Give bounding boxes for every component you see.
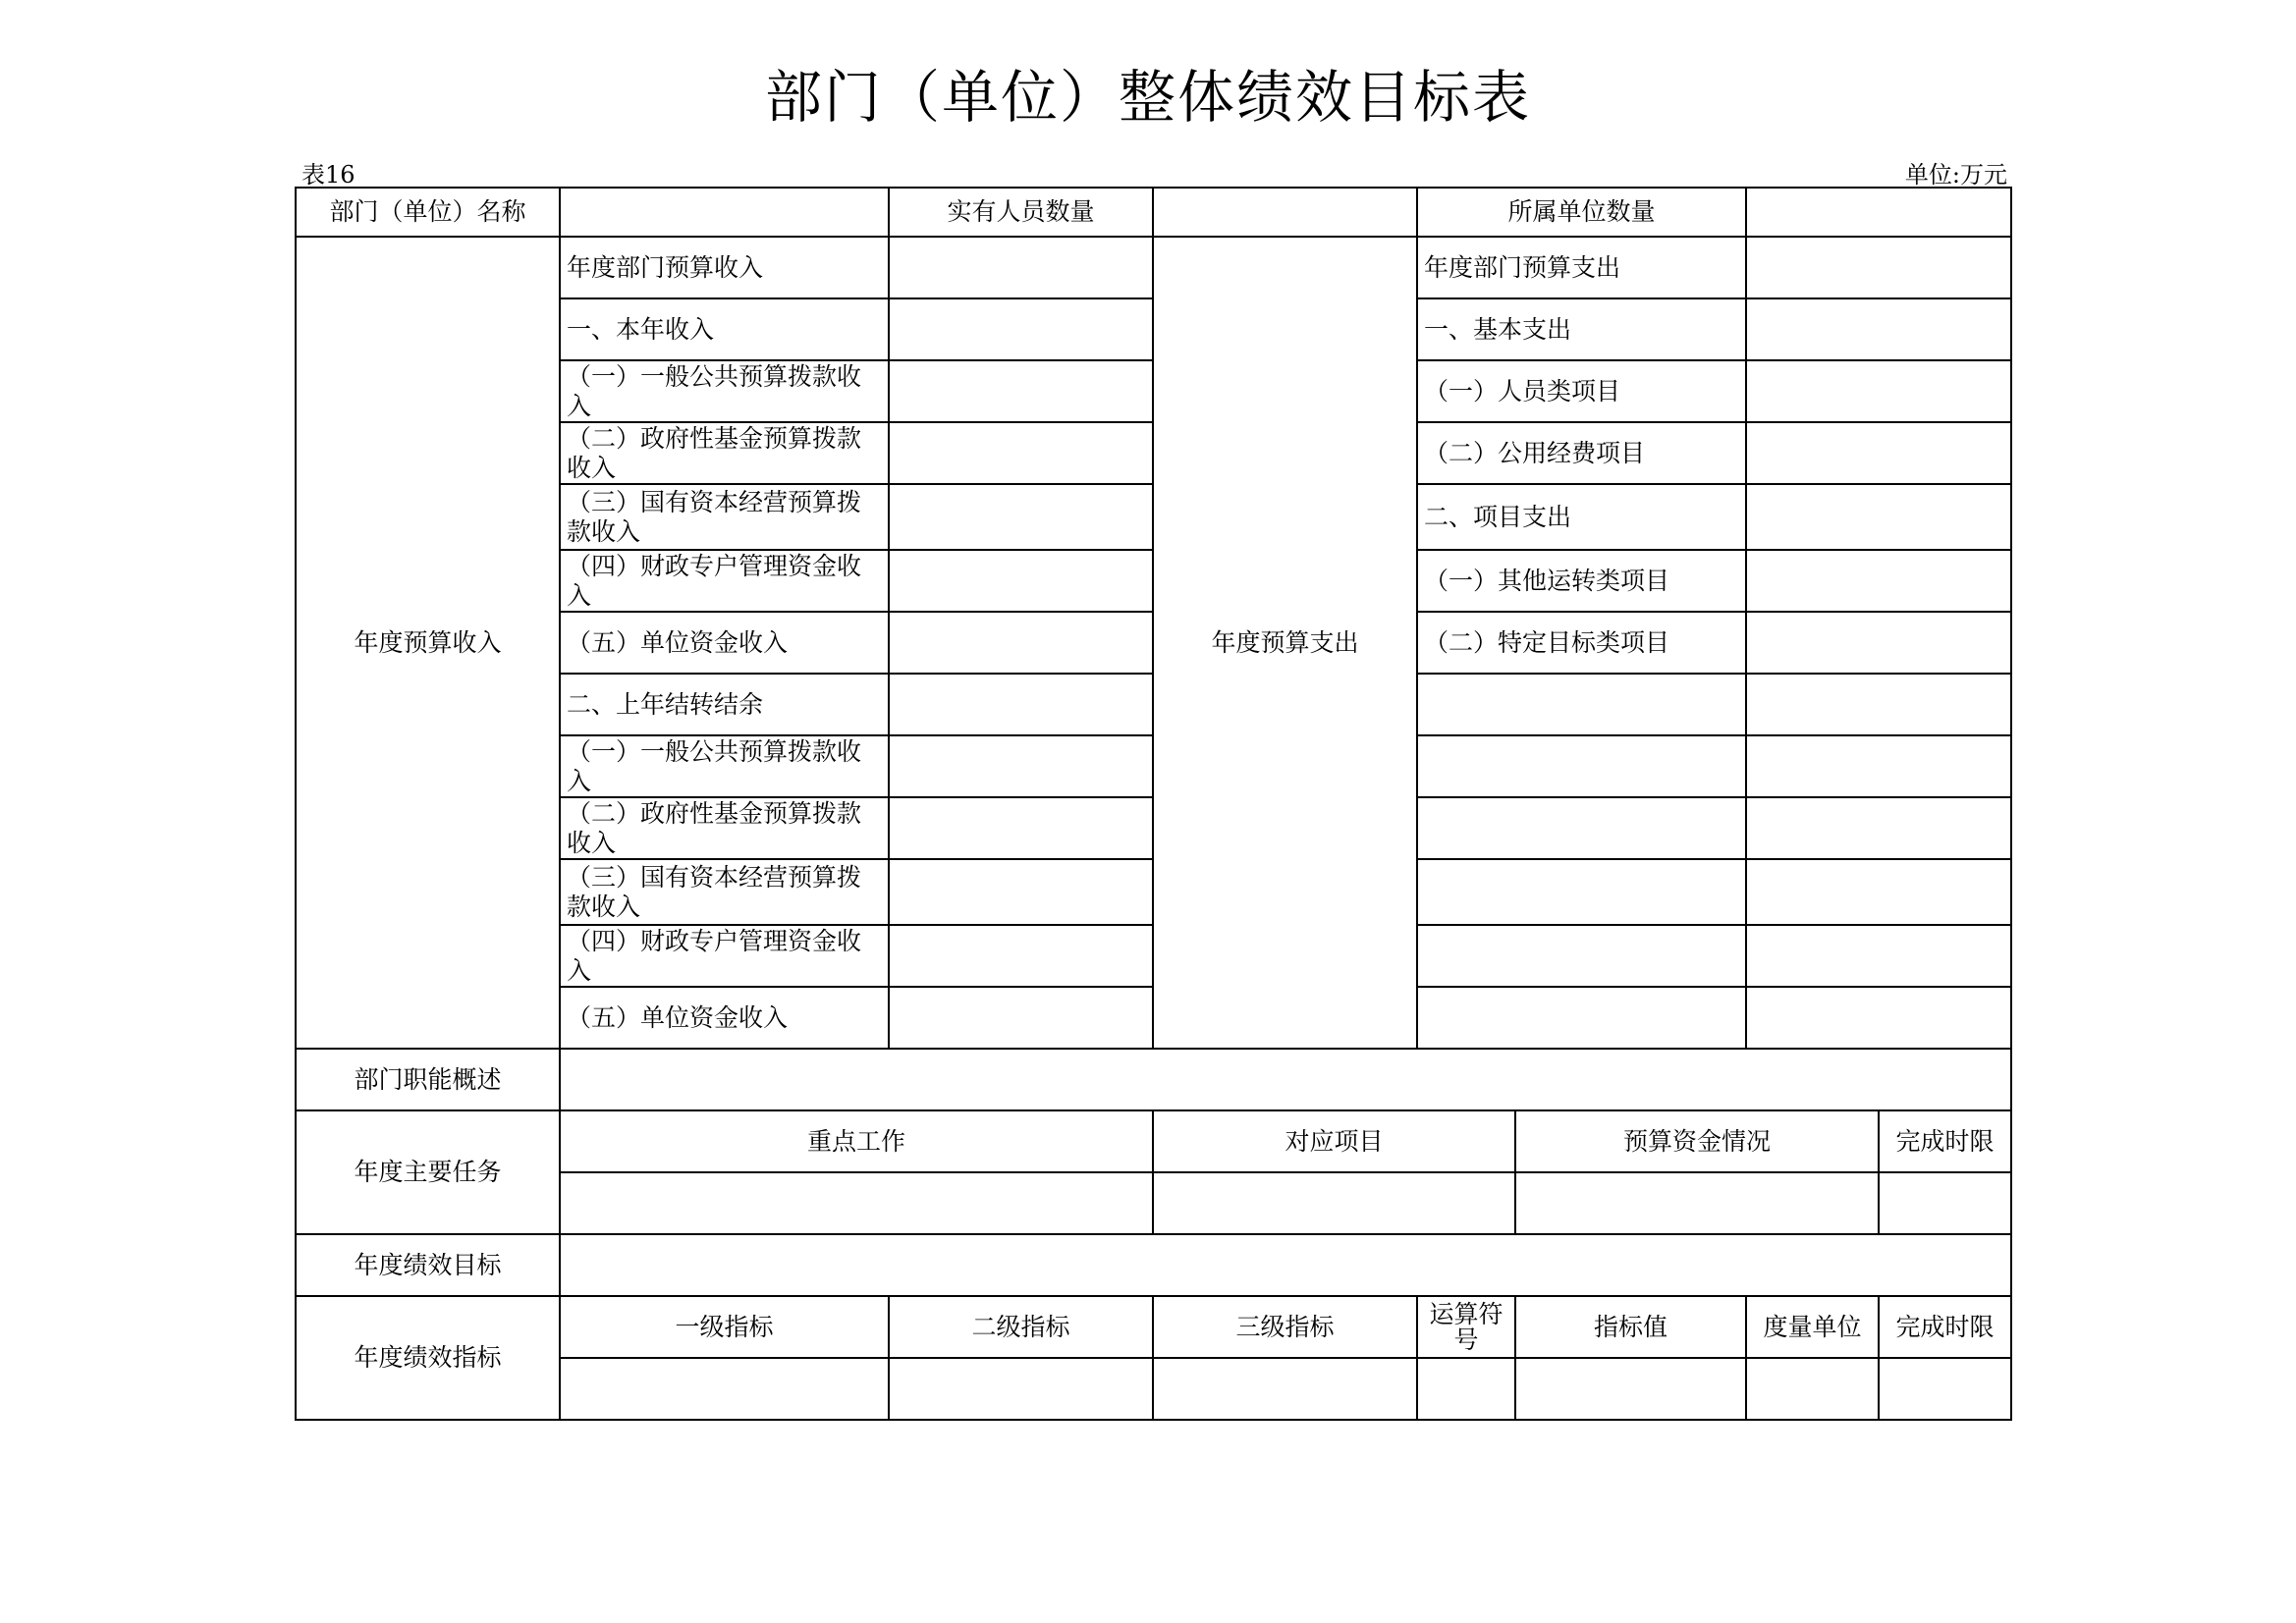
indicators-label: 年度绩效指标	[296, 1296, 560, 1420]
income-item-label: （五）单位资金收入	[560, 612, 889, 674]
unit-label: 单位:万元	[1904, 161, 2007, 189]
functions-cell[interactable]	[560, 1049, 2011, 1110]
expense-item-label: （一）人员类项目	[1417, 360, 1746, 422]
expense-item-value[interactable]	[1746, 422, 2011, 484]
expense-blank-cell[interactable]	[1746, 859, 2011, 925]
tasks-budget-cell[interactable]	[1515, 1172, 1879, 1234]
indicators-col-unit: 度量单位	[1746, 1296, 1879, 1358]
income-item-value[interactable]	[889, 612, 1153, 674]
tasks-col-budget: 预算资金情况	[1515, 1110, 1879, 1172]
income-item-label: （五）单位资金收入	[560, 987, 889, 1049]
tasks-col-deadline: 完成时限	[1879, 1110, 2011, 1172]
income-item-label: （一）一般公共预算拨款收入	[560, 735, 889, 797]
expense-item-label: 二、项目支出	[1417, 484, 1746, 550]
staff-count-cell[interactable]	[1153, 188, 1417, 237]
income-section-label: 年度预算收入	[296, 237, 560, 1049]
indicators-deadline-cell[interactable]	[1879, 1358, 2011, 1420]
income-item-label: （四）财政专户管理资金收入	[560, 550, 889, 612]
indicators-col-level1: 一级指标	[560, 1296, 889, 1358]
expense-item-value[interactable]	[1746, 360, 2011, 422]
income-item-label: 年度部门预算收入	[560, 237, 889, 298]
income-item-label: （三）国有资本经营预算拨款收入	[560, 859, 889, 925]
income-item-label: （四）财政专户管理资金收入	[560, 925, 889, 987]
income-item-value[interactable]	[889, 925, 1153, 987]
dept-name-label: 部门（单位）名称	[296, 188, 560, 237]
indicators-level2-cell[interactable]	[889, 1358, 1153, 1420]
income-item-value[interactable]	[889, 422, 1153, 484]
income-item-value[interactable]	[889, 674, 1153, 735]
indicators-col-level2: 二级指标	[889, 1296, 1153, 1358]
expense-blank-cell[interactable]	[1417, 797, 1746, 859]
functions-row	[296, 1049, 2011, 1110]
expense-blank-cell[interactable]	[1417, 674, 1746, 735]
income-item-value[interactable]	[889, 298, 1153, 360]
income-item-label: （二）政府性基金预算拨款收入	[560, 422, 889, 484]
staff-count-label: 实有人员数量	[889, 188, 1153, 237]
income-item-value[interactable]	[889, 484, 1153, 550]
income-item-value[interactable]	[889, 735, 1153, 797]
expense-item-label: 年度部门预算支出	[1417, 237, 1746, 298]
expense-blank-cell[interactable]	[1417, 735, 1746, 797]
income-item-label: 一、本年收入	[560, 298, 889, 360]
expense-blank-cell[interactable]	[1746, 735, 2011, 797]
income-item-label: （三）国有资本经营预算拨款收入	[560, 484, 889, 550]
tasks-deadline-cell[interactable]	[1879, 1172, 2011, 1234]
budget-row	[296, 237, 2011, 298]
expense-item-label: （二）特定目标类项目	[1417, 612, 1746, 674]
expense-item-label: （一）其他运转类项目	[1417, 550, 1746, 612]
income-item-value[interactable]	[889, 797, 1153, 859]
income-item-label: 二、上年结转结余	[560, 674, 889, 735]
header-row	[296, 188, 2011, 237]
tasks-project-cell[interactable]	[1153, 1172, 1515, 1234]
income-item-label: （二）政府性基金预算拨款收入	[560, 797, 889, 859]
expense-item-label: 一、基本支出	[1417, 298, 1746, 360]
table-number: 表16	[301, 161, 355, 189]
income-item-value[interactable]	[889, 859, 1153, 925]
indicators-operator-cell[interactable]	[1417, 1358, 1515, 1420]
indicators-unit-cell[interactable]	[1746, 1358, 1879, 1420]
expense-section-label: 年度预算支出	[1153, 237, 1417, 1049]
expense-blank-cell[interactable]	[1417, 925, 1746, 987]
indicators-col-deadline: 完成时限	[1879, 1296, 2011, 1358]
income-item-value[interactable]	[889, 550, 1153, 612]
income-item-value[interactable]	[889, 360, 1153, 422]
page-title: 部门（单位）整体绩效目标表	[764, 64, 1531, 131]
indicators-col-level3: 三级指标	[1153, 1296, 1417, 1358]
expense-item-label: （二）公用经费项目	[1417, 422, 1746, 484]
expense-blank-cell[interactable]	[1746, 797, 2011, 859]
expense-blank-cell[interactable]	[1417, 987, 1746, 1049]
expense-blank-cell[interactable]	[1417, 859, 1746, 925]
indicators-value-cell[interactable]	[1515, 1358, 1746, 1420]
income-item-value[interactable]	[889, 237, 1153, 298]
expense-item-value[interactable]	[1746, 237, 2011, 298]
indicators-level3-cell[interactable]	[1153, 1358, 1417, 1420]
expense-blank-cell[interactable]	[1746, 987, 2011, 1049]
expense-blank-cell[interactable]	[1746, 674, 2011, 735]
functions-label: 部门职能概述	[296, 1049, 560, 1110]
expense-item-value[interactable]	[1746, 612, 2011, 674]
tasks-col-key-work: 重点工作	[560, 1110, 1153, 1172]
expense-item-value[interactable]	[1746, 298, 2011, 360]
indicators-col-operator: 运算符号	[1417, 1296, 1515, 1358]
tasks-key-work-cell[interactable]	[560, 1172, 1153, 1234]
tasks-label: 年度主要任务	[296, 1110, 560, 1234]
tasks-header-row	[296, 1110, 2011, 1172]
expense-item-value[interactable]	[1746, 550, 2011, 612]
income-item-label: （一）一般公共预算拨款收入	[560, 360, 889, 422]
indicators-header-row	[296, 1296, 2011, 1358]
sub-units-cell[interactable]	[1746, 188, 2011, 237]
performance-target-table	[295, 187, 2012, 1421]
expense-item-value[interactable]	[1746, 484, 2011, 550]
goals-label: 年度绩效目标	[296, 1234, 560, 1296]
tasks-col-project: 对应项目	[1153, 1110, 1515, 1172]
dept-name-cell[interactable]	[560, 188, 889, 237]
sub-units-label: 所属单位数量	[1417, 188, 1746, 237]
indicators-col-value: 指标值	[1515, 1296, 1746, 1358]
indicators-level1-cell[interactable]	[560, 1358, 889, 1420]
goals-row	[296, 1234, 2011, 1296]
goals-cell[interactable]	[560, 1234, 2011, 1296]
expense-blank-cell[interactable]	[1746, 925, 2011, 987]
income-item-value[interactable]	[889, 987, 1153, 1049]
